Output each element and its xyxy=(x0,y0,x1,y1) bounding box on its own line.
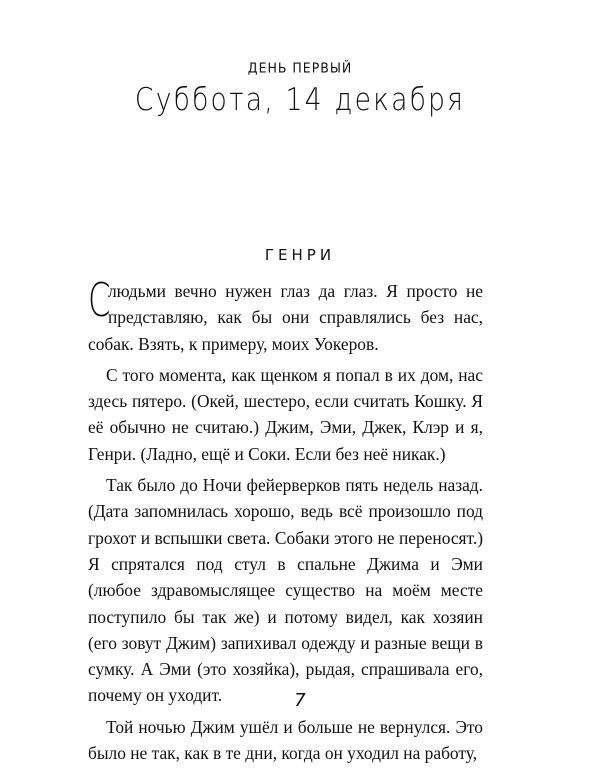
paragraph: Той ночью Джим ушёл и больше не вернулся. Это было не так, как в те дни, когда он уходил на работу, xyxy=(88,716,483,764)
paragraph xyxy=(88,273,483,357)
paragraph: Так было до Ночи фейерверков пять недель назад. (Дата запомнилась хорошо, ведь всё произошло под грохот и вспышки света. Собаки этого не переносят.) Я спрятался под стул в спальне Джима и Эми (любое здравомыслящее существо на моём месте поступило бы так же) и потому видел, как хозяин (его зовут Джим) запихивал одежду и разные вещи в сумку. А Эми (это хозяйка), рыдая, спрашивала его, почему он уходит. xyxy=(88,475,483,706)
paragraph-text: людьми вечно нужен глаз да глаз. Я просто не представляю, как бы они справлялись без нас, собак. Взять, к примеру, моих Уокеров. xyxy=(88,281,483,354)
paragraph: С того момента, как щенком я попал в их дом, нас здесь пятеро. (Окей, шестеро, если считать Кошку. Я её обычно не считаю.) Джим, Эми, Джек, Клэр и я, Генри. (Ладно, ещё и Соки. Если без неё никак.) xyxy=(88,364,483,464)
chapter-title: Суббота, 14 декабря xyxy=(134,82,466,118)
narrator-heading: ГЕНРИ xyxy=(264,246,336,264)
chapter-kicker: ДЕНЬ ПЕРВЫЙ xyxy=(247,59,353,76)
page-number: 7 xyxy=(294,690,306,711)
drop-cap: С xyxy=(88,273,111,327)
